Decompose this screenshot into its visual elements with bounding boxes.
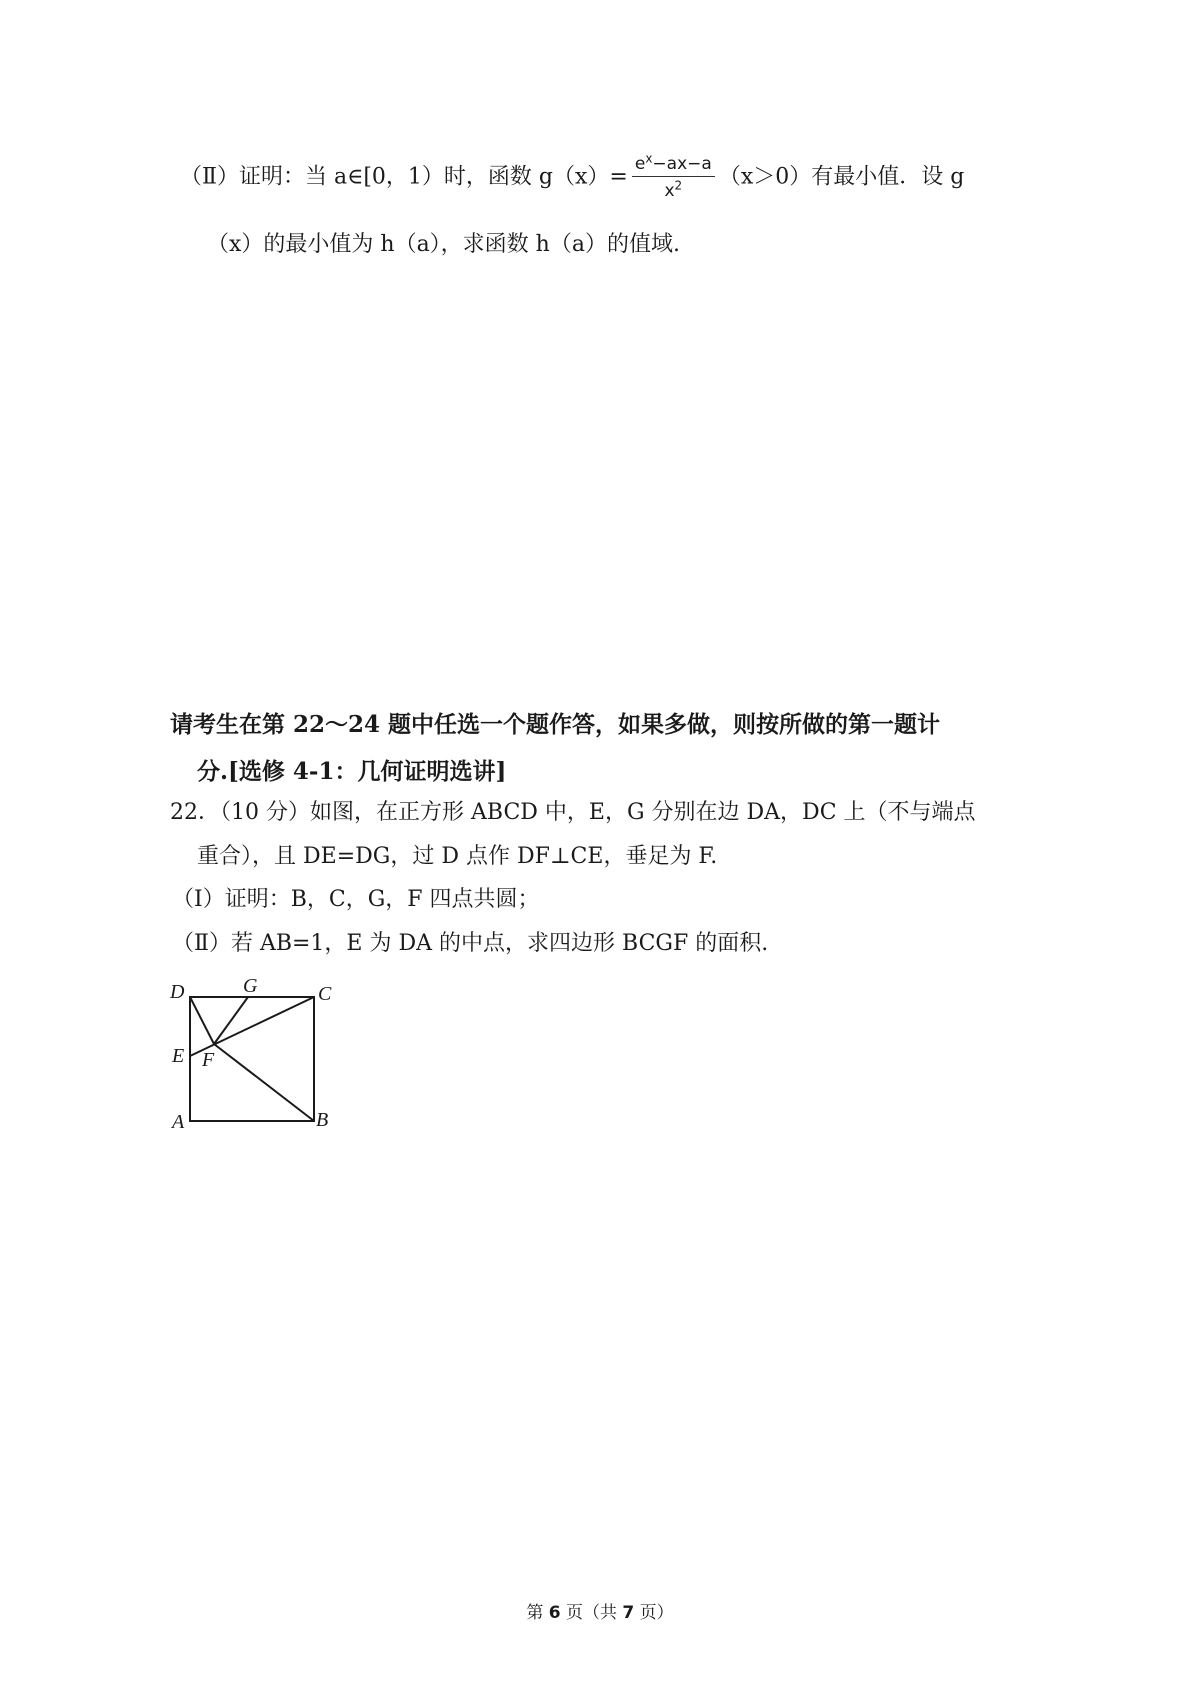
q21-part2-line2: （x）的最小值为 h（a），求函数 h（a）的值域.	[207, 232, 680, 257]
fraction-numerator: $e^x-ax-a$	[632, 154, 715, 177]
q22-line1: 22．（10 分）如图，在正方形 ABCD 中，E，G 分别在边 DA，DC 上（不与端点	[170, 800, 976, 825]
instruction-line1: 请考生在第 22～24 题中任选一个题作答，如果多做，则按所做的第一题计	[170, 711, 941, 738]
label-b: B	[316, 1109, 329, 1131]
q21-part2-text-after: （x＞0）有最小值．设 g	[718, 164, 965, 190]
label-f: F	[202, 1049, 215, 1071]
segment-fb	[214, 1044, 314, 1121]
geometry-figure	[160, 970, 360, 1140]
q22-part2: （Ⅱ）若 AB=1，E 为 DA 的中点，求四边形 BCGF 的面积.	[172, 931, 769, 956]
label-a: A	[172, 1111, 185, 1133]
page-number: 6	[548, 1603, 561, 1623]
q22-line2: 重合），且 DE=DG，过 D 点作 DF⊥CE，垂足为 F.	[197, 844, 718, 869]
q21-part2-line1	[180, 151, 965, 201]
q22-part1: （Ⅰ）证明：B，C，G，F 四点共圆；	[172, 887, 540, 912]
page-footer: 第 6 页（共 7 页）	[526, 1603, 674, 1623]
page-total: 7	[622, 1603, 635, 1623]
gx-fraction	[632, 151, 715, 201]
label-g: G	[243, 975, 258, 997]
fraction-denominator: $x^2$	[664, 178, 683, 201]
q21-part2-text-before: （Ⅱ）证明：当 a∈[0，1）时，函数 g（x）=	[180, 164, 628, 190]
label-c: C	[318, 983, 332, 1005]
segment-df	[190, 997, 214, 1044]
label-d: D	[170, 981, 185, 1003]
segment-ce	[190, 997, 314, 1056]
label-e: E	[172, 1045, 185, 1067]
instruction-line2: 分.[选修 4-1：几何证明选讲]	[197, 758, 507, 785]
